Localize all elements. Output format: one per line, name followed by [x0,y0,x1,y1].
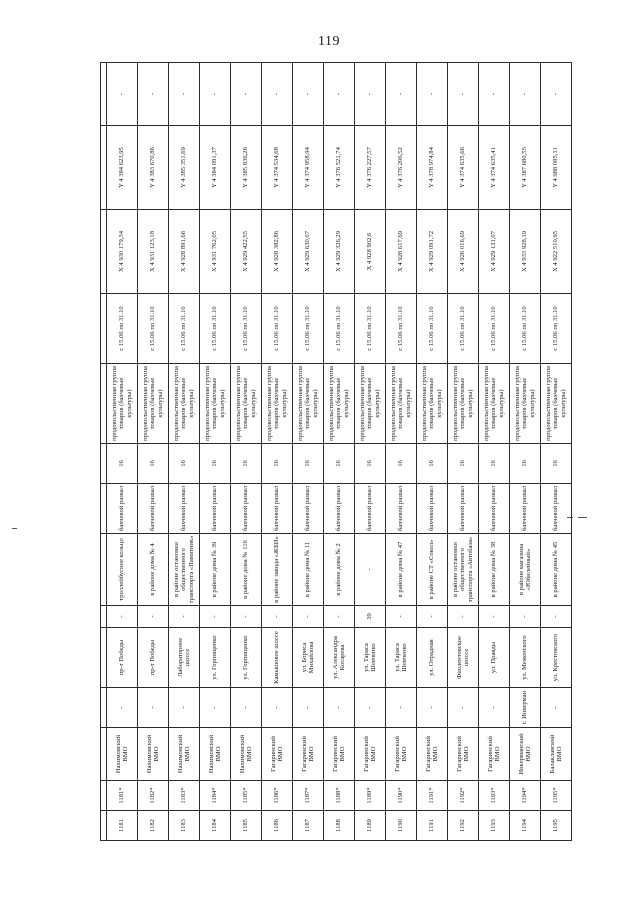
period-cell: с 15.06 по 31.10 [293,294,324,364]
house-cell: - [200,606,231,628]
note-cell: - [169,63,200,126]
specialization-cell: продовольственная группа товаров (бахчевые культуры) [479,364,510,444]
note-cell: - [231,63,262,126]
note-cell: - [200,63,231,126]
row-number-cell: 1181 [107,811,138,841]
specialization-cell: продовольственная группа товаров (бахчевые культуры) [262,364,293,444]
landmark-cell: в районе дома № 45 [541,534,572,606]
object-id-cell: 1190* [386,781,417,811]
settlement-cell: - [200,688,231,728]
specialization-cell: продовольственная группа товаров (бахчевые культуры) [107,364,138,444]
landmark-cell: в районе остановки общественного транспорта «Памятник» [169,534,200,606]
page-number: 119 [318,34,340,49]
object-type-cell: бахчевой развал [200,484,231,534]
street-cell: ул. Меженского [510,628,541,688]
house-cell: - [541,606,572,628]
street-cell: ул. Крестовского [541,628,572,688]
landmark-cell: в районе дома № 47 [386,534,417,606]
scan-mark [578,517,587,518]
coord-y-cell: Y 4 374 635,66 [448,126,479,210]
row-number-cell: 1182 [138,811,169,841]
table-row [107,63,138,841]
area-cell: 16 [169,444,200,484]
specialization-cell: продовольственная группа товаров (бахчевые культуры) [324,364,355,444]
settlement-cell: - [138,688,169,728]
specialization-cell: продовольственная группа товаров (бахчевые культуры) [386,364,417,444]
period-cell: с 15.06 по 31.10 [262,294,293,364]
object-id-cell: 1191* [417,781,448,811]
settlement-cell: г. Инкерман [510,688,541,728]
coord-x-cell: X 4 928 617,69 [386,210,417,294]
coord-y-cell: Y 4 988 085,11 [541,126,572,210]
table-row [262,63,293,841]
house-cell: - [479,606,510,628]
street-cell: Лабораторное шоссе [169,628,200,688]
coord-x-cell: X 4 931 123,18 [138,210,169,294]
settlement-cell: - [386,688,417,728]
coord-y-cell: Y 4 378 974,84 [417,126,448,210]
landmark-cell: в районе магазина «Юбилейный» [510,534,541,606]
note-cell: - [138,63,169,126]
row-number-cell: 1193 [479,811,510,841]
district-cell: Инкерманский ВМО [510,728,541,781]
district-cell: Гагаринский ВМО [293,728,324,781]
settlement-cell: - [324,688,355,728]
settlement-cell: - [169,688,200,728]
table-row [510,63,541,841]
note-cell: - [386,63,417,126]
district-cell: Нахимовский ВМО [200,728,231,781]
table-row [541,63,572,841]
note-cell: - [293,63,324,126]
house-cell: - [293,606,324,628]
object-type-cell: бахчевой развал [324,484,355,534]
row-number-cell: 1189 [355,811,386,841]
area-cell: 16 [107,444,138,484]
area-cell: 16 [324,444,355,484]
coord-y-cell: Y 4 376 227,57 [355,126,386,210]
object-type-cell: бахчевой развал [417,484,448,534]
house-cell: 39 [355,606,386,628]
row-number-cell: 1191 [417,811,448,841]
table-row [138,63,169,841]
period-cell: с 15.06 по 31.10 [417,294,448,364]
row-number-cell: 1195 [541,811,572,841]
specialization-cell: продовольственная группа товаров (бахчевые культуры) [200,364,231,444]
house-cell: - [231,606,262,628]
object-type-cell: бахчевой развал [386,484,417,534]
district-cell: Гагаринский ВМО [448,728,479,781]
house-cell: - [324,606,355,628]
coord-x-cell: X 4 929 091,72 [417,210,448,294]
row-number-cell: 1184 [200,811,231,841]
street-cell: ул. Горпищенко [200,628,231,688]
landmark-cell: в районе дома № 38 [479,534,510,606]
period-cell: с 15.06 по 31.10 [231,294,262,364]
coord-y-cell: Y 4 374 958,94 [293,126,324,210]
row-number-cell: 1183 [169,811,200,841]
street-cell: ул. Отрадная [417,628,448,688]
object-type-cell: бахчевой развал [107,484,138,534]
specialization-cell: продовольственная группа товаров (бахчевые культуры) [169,364,200,444]
landmark-cell: - [355,534,386,606]
area-cell: 16 [200,444,231,484]
object-type-cell: бахчевой развал [510,484,541,534]
period-cell: с 15.06 по 31.10 [386,294,417,364]
specialization-cell: продовольственная группа товаров (бахчевые культуры) [138,364,169,444]
coord-y-cell: Y 4 376 206,52 [386,126,417,210]
period-cell: с 15.06 по 31.10 [107,294,138,364]
landmark-cell: в районе завода «ЖБИ» [262,534,293,606]
coord-x-cell: X 4 929 630,07 [293,210,324,294]
period-cell: с 15.06 по 31.10 [355,294,386,364]
object-id-cell: 1187* [293,781,324,811]
specialization-cell: продовольственная группа товаров (бахчевые культуры) [355,364,386,444]
area-cell: 16 [541,444,572,484]
house-cell: - [417,606,448,628]
settlement-cell: - [355,688,386,728]
area-cell: 16 [510,444,541,484]
specialization-cell: продовольственная группа товаров (бахчевые культуры) [417,364,448,444]
specialization-cell: продовольственная группа товаров (бахчевые культуры) [293,364,324,444]
house-cell: - [386,606,417,628]
object-id-cell: 1184* [200,781,231,811]
object-id-cell: 1182* [138,781,169,811]
table-row [324,63,355,841]
coord-x-cell: X 4 929 326,29 [324,210,355,294]
object-id-cell: 1183* [169,781,200,811]
settlement-cell: - [107,688,138,728]
coord-x-cell: X 4 929 131,07 [479,210,510,294]
coord-y-cell: Y 4 387 680,55 [510,126,541,210]
note-cell: - [107,63,138,126]
scan-mark [12,528,17,529]
period-cell: с 15.06 по 31.10 [169,294,200,364]
row-number-cell: 1190 [386,811,417,841]
area-cell: 16 [293,444,324,484]
object-id-cell: 1185* [231,781,262,811]
district-cell: Гагаринский ВМО [262,728,293,781]
period-cell: с 15.06 по 31.10 [324,294,355,364]
street-cell: пр-т Победы [138,628,169,688]
object-id-cell: 1193* [479,781,510,811]
row-number-cell: 1185 [231,811,262,841]
district-cell: Нахимовский ВМО [138,728,169,781]
house-cell: - [107,606,138,628]
row-number-cell: 1187 [293,811,324,841]
settlement-cell: - [262,688,293,728]
object-id-cell: 1188* [324,781,355,811]
house-cell: - [262,606,293,628]
street-cell: ул. Тараса Шевченко [386,628,417,688]
coord-y-cell: Y 4 384 091,37 [200,126,231,210]
data-table [100,62,572,841]
settlement-cell: - [541,688,572,728]
note-cell: - [448,63,479,126]
table-row [448,63,479,841]
coord-y-cell: Y 4 383 670,86 [138,126,169,210]
house-cell: - [448,606,479,628]
specialization-cell: продовольственная группа товаров (бахчевые культуры) [231,364,262,444]
settlement-cell: - [448,688,479,728]
area-cell: 16 [448,444,479,484]
street-cell: ул. Горпищенко [231,628,262,688]
settlement-cell: - [479,688,510,728]
district-cell: Нахимовский ВМО [169,728,200,781]
landmark-cell: в районе дома № 4 [138,534,169,606]
district-cell: Гагаринский ВМО [355,728,386,781]
street-cell: ул. Правды [479,628,510,688]
table-row [355,63,386,841]
period-cell: с 15.06 по 31.10 [541,294,572,364]
period-cell: с 15.06 по 31.10 [479,294,510,364]
coord-x-cell: X 4 931 762,05 [200,210,231,294]
coord-y-cell: Y 4 376 521,74 [324,126,355,210]
landmark-cell: троллейбусное кольцо [107,534,138,606]
coord-x-cell: X 4 926 016,69 [448,210,479,294]
house-cell: - [169,606,200,628]
area-cell: 16 [262,444,293,484]
landmark-cell: в районе дома № 39 [200,534,231,606]
landmark-cell: в районе дома № 2 [324,534,355,606]
area-cell: 16 [417,444,448,484]
area-cell: 16 [386,444,417,484]
object-type-cell: бахчевой развал [448,484,479,534]
note-cell: - [355,63,386,126]
coord-x-cell: X 4 933 928,19 [510,210,541,294]
object-type-cell: бахчевой развал [479,484,510,534]
street-cell: Камышовое шоссе [262,628,293,688]
table-row [293,63,324,841]
area-cell: 16 [231,444,262,484]
settlement-cell: - [231,688,262,728]
object-id-cell: 1194* [510,781,541,811]
note-cell: - [324,63,355,126]
street-cell: пр-т Победы [107,628,138,688]
coord-x-cell: X 4 928 382,86 [262,210,293,294]
street-cell: ул. Александра Косарева [324,628,355,688]
coord-x-cell: X 4 929 422,55 [231,210,262,294]
settlement-cell: - [417,688,448,728]
object-id-cell: 1186* [262,781,293,811]
coord-y-cell: Y 4 385 836,26 [231,126,262,210]
note-cell: - [479,63,510,126]
landmark-cell: в районе СТ «Сокол» [417,534,448,606]
object-id-cell: 1195* [541,781,572,811]
area-cell: 16 [355,444,386,484]
district-cell: Гагаринский ВМО [417,728,448,781]
row-number-cell: 1194 [510,811,541,841]
table-row [417,63,448,841]
coord-y-cell: Y 4 384 623,95 [107,126,138,210]
district-cell: Балаклавский ВМО [541,728,572,781]
street-cell: Фиолентовское шоссе [448,628,479,688]
object-id-cell: 1181* [107,781,138,811]
object-type-cell: бахчевой развал [169,484,200,534]
coord-x-cell: X 4 922 510,95 [541,210,572,294]
table-row [200,63,231,841]
coord-y-cell: Y 4 374 635,41 [479,126,510,210]
street-cell: ул. Бориса Михайлова [293,628,324,688]
district-cell: Нахимовский ВМО [231,728,262,781]
area-cell: 16 [138,444,169,484]
specialization-cell: продовольственная группа товаров (бахчевые культуры) [510,364,541,444]
coord-y-cell: Y 4 374 534,68 [262,126,293,210]
settlement-cell: - [293,688,324,728]
coord-y-cell: Y 4 385 351,69 [169,126,200,210]
house-cell: - [138,606,169,628]
table-row [169,63,200,841]
note-cell: - [510,63,541,126]
object-id-cell: 1192* [448,781,479,811]
specialization-cell: продовольственная группа товаров (бахчевые культуры) [541,364,572,444]
specialization-cell: продовольственная группа товаров (бахчевые культуры) [448,364,479,444]
landmark-cell: в районе дома № 116 [231,534,262,606]
coord-x-cell: X 4 928 891,66 [169,210,200,294]
note-cell: - [417,63,448,126]
row-number-cell: 1186 [262,811,293,841]
object-type-cell: бахчевой развал [262,484,293,534]
object-type-cell: бахчевой развал [355,484,386,534]
district-cell: Гагаринский ВМО [386,728,417,781]
house-cell: - [510,606,541,628]
period-cell: с 15.06 по 31.10 [510,294,541,364]
period-cell: с 15.06 по 31.10 [448,294,479,364]
object-type-cell: бахчевой развал [541,484,572,534]
coord-x-cell: X 4 930 179,34 [107,210,138,294]
landmark-cell: в районе остановки общественного транспорта «Автобаза» [448,534,479,606]
street-cell: ул. Тараса Шевченко [355,628,386,688]
table-row [386,63,417,841]
district-cell: Гагаринский ВМО [479,728,510,781]
coord-x-cell: X 4 928 902,6 [355,210,386,294]
district-cell: Гагаринский ВМО [324,728,355,781]
object-type-cell: бахчевой развал [293,484,324,534]
row-number-cell: 1192 [448,811,479,841]
object-type-cell: бахчевой развал [231,484,262,534]
area-cell: 16 [479,444,510,484]
landmark-cell: в районе дома № 11 [293,534,324,606]
note-cell: - [262,63,293,126]
district-cell: Нахимовский ВМО [107,728,138,781]
object-id-cell: 1189* [355,781,386,811]
table-row [479,63,510,841]
table-row [231,63,262,841]
object-type-cell: бахчевой развал [138,484,169,534]
note-cell: - [541,63,572,126]
period-cell: с 15.06 по 31.10 [138,294,169,364]
table-body [101,63,572,841]
row-number-cell: 1188 [324,811,355,841]
period-cell: с 15.06 по 31.10 [200,294,231,364]
rotated-table-container [100,63,572,841]
